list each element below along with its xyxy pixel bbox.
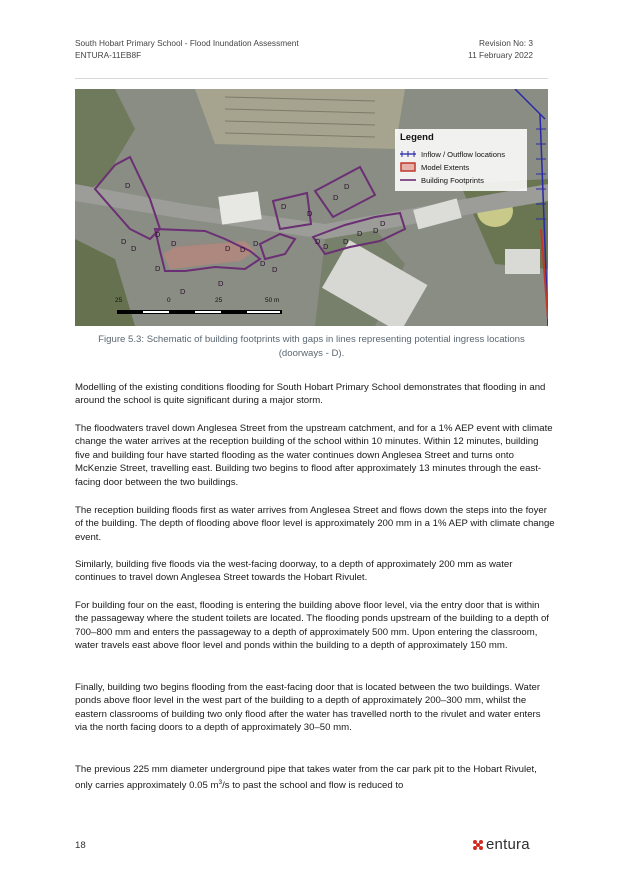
aerial-map-image: [75, 89, 548, 326]
logo-text: entura: [486, 836, 530, 853]
scale-label: 25: [115, 297, 123, 304]
body-paragraph: For building four on the east, flooding is entering the building above floor level, via the entry door that is within the passageway where the student toilets are located. The flooding ponds upstream of the building to a depth of 700–800 mm and enters the passageway to a depth of approximately 500 mm. Upon entering the classroom, water travels east above floor level and ponds within the building to a depth of approximately 150 mm.: [75, 600, 549, 652]
door-marker: D: [373, 226, 379, 235]
door-marker: D: [218, 279, 224, 288]
figure-caption: Figure 5.3: Schematic of building footprints with gaps in lines representing potential ingress locations (doorways - D).: [98, 334, 525, 359]
door-marker: D: [333, 193, 339, 202]
inflow-outflow-line-icon: [399, 149, 417, 159]
door-marker: D: [281, 202, 287, 211]
entura-x-logo-icon: [472, 839, 484, 851]
legend-item-inflow-outflow: [399, 148, 505, 160]
paragraph-text: The previous 225 mm diameter underground pipe that takes water from the car park pit to the Hobart Rivulet, only carries approximately 0.05 m: [75, 764, 537, 792]
door-marker: D: [357, 229, 363, 238]
door-marker: D: [240, 245, 246, 254]
door-marker: D: [307, 209, 313, 218]
legend-label: Inflow / Outflow locations: [421, 149, 505, 159]
legend-label: Model Extents: [421, 162, 470, 172]
building-footprint-line-icon: [399, 175, 417, 185]
scale-label: 50 m: [265, 297, 280, 304]
legend-label: Building Footprints: [421, 175, 484, 185]
model-extents-box-icon: [399, 162, 417, 172]
legend-title: Legend: [400, 132, 434, 143]
door-marker: D: [323, 242, 329, 251]
door-marker: D: [125, 181, 131, 190]
scale-label: 25: [215, 297, 223, 304]
page-header-left: [75, 37, 299, 61]
door-marker: D: [171, 239, 177, 248]
door-marker: D: [131, 244, 137, 253]
body-paragraph: The floodwaters travel down Anglesea Street from the upstream catchment, and for a 1% AEP event with climate change the water arrives at the reception building of the school within 10 minutes. Within 12 minutes, building five and building four have started flooding as the water continues down Anglesea Street and turns onto McKenzie Street, travelling east. Building two begins to flood after approximately 13 minutes through the east-facing door between the two buildings.: [75, 423, 553, 488]
scale-bar: [115, 297, 285, 319]
body-paragraph-last: [75, 763, 555, 793]
document-date: 11 February 2022: [468, 50, 533, 60]
entura-logo: [472, 836, 530, 853]
door-marker: D: [315, 237, 321, 246]
body-paragraph: Modelling of the existing conditions flooding for South Hobart Primary School demonstrates that flooding in and around the school is quite significant during a major storm.: [75, 382, 546, 407]
document-title: South Hobart Primary School - Flood Inundation Assessment: [75, 38, 299, 48]
page-number: 18: [75, 840, 86, 851]
door-marker: D: [380, 219, 386, 228]
superscript: 3: [218, 779, 223, 787]
door-marker: D: [180, 287, 186, 296]
map-legend: [395, 129, 527, 191]
door-marker: D: [253, 239, 259, 248]
door-marker: D: [344, 182, 350, 191]
door-marker: D: [155, 230, 161, 239]
door-marker: D: [343, 237, 349, 246]
header-divider: [75, 78, 548, 79]
legend-item-model-extents: [399, 161, 469, 173]
paragraph-text: /s to past the school and flow is reduced to: [222, 780, 404, 792]
body-paragraph: Similarly, building five floods via the west-facing doorway, to a depth of approximately 200 mm as water continues to travel down Anglesea Street towards the Hobart Rivulet.: [75, 559, 513, 584]
door-marker: D: [260, 259, 266, 268]
scale-label: 0: [167, 297, 171, 304]
flood-map-figure: [75, 89, 548, 326]
body-paragraph: Finally, building two begins flooding from the east-facing door that is located between the two buildings. Water ponds above floor level in the west part of the building to a depth of approximately 200–300 mm, whilst the eastern classrooms of building two only flood after the water has travelled north to the rivulet and water enters via the north facing doors to a depth of approximately 30–50 mm.: [75, 682, 541, 734]
document-code: ENTURA-11EB8F: [75, 50, 142, 60]
door-marker: D: [272, 265, 278, 274]
door-marker: D: [121, 237, 127, 246]
revision-number: Revision No: 3: [479, 38, 533, 48]
door-marker: D: [155, 264, 161, 273]
page-header-right: [468, 37, 533, 61]
body-paragraph: The reception building floods first as water arrives from Anglesea Street and flows down the steps into the foyer of the building. The depth of flooding above floor level is approximately 200 mm in a 1% AEP with climate change event.: [75, 505, 555, 543]
legend-item-building-footprints: [399, 174, 484, 186]
door-marker: D: [225, 244, 231, 253]
